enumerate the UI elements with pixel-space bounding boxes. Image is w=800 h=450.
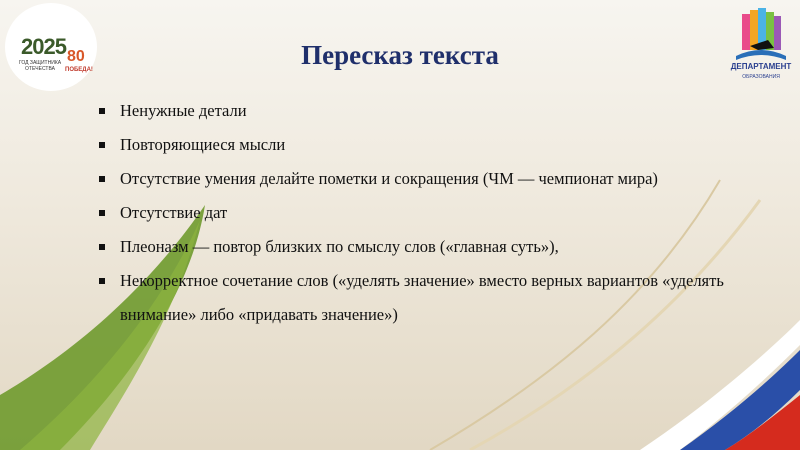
- logo-line1: ДЕПАРТАМЕНТ: [730, 62, 792, 71]
- bullet-icon: [99, 142, 105, 148]
- bullet-list: [100, 94, 740, 332]
- logo-year: 2025: [21, 34, 66, 59]
- item-text: Отсутствие умения делайте пометки и сокращения (ЧМ — чемпионат мира): [120, 169, 658, 188]
- item-text: Отсутствие дат: [120, 203, 228, 222]
- list-item: [100, 196, 740, 230]
- item-text: Ненужные детали: [120, 101, 247, 120]
- bullet-icon: [99, 244, 105, 250]
- item-text: Некорректное сочетание слов («уделять значение» вместо верных вариантов «уделять внимание» либо «придавать значение»): [120, 271, 724, 324]
- list-item: [100, 230, 740, 264]
- slide-title: Пересказ текста: [301, 40, 499, 70]
- logo-80: 80: [67, 48, 85, 65]
- bullet-icon: [99, 108, 105, 114]
- list-item: [100, 162, 740, 196]
- bullet-icon: [99, 210, 105, 216]
- logo-line2: ОБРАЗОВАНИЯ: [742, 74, 780, 80]
- logo-subtitle: ГОД ЗАЩИТНИКА ОТЕЧЕСТВА: [18, 60, 62, 72]
- item-text: Повторяющиеся мысли: [120, 135, 286, 154]
- list-item: [100, 264, 740, 332]
- bullet-icon: [99, 278, 105, 284]
- item-text: Плеоназм — повтор близких по смыслу слов («главная суть»),: [120, 237, 559, 256]
- list-item: [100, 128, 740, 162]
- bullet-icon: [99, 176, 105, 182]
- logo-victory: ПОБЕДА!: [65, 67, 93, 73]
- list-item: [100, 94, 740, 128]
